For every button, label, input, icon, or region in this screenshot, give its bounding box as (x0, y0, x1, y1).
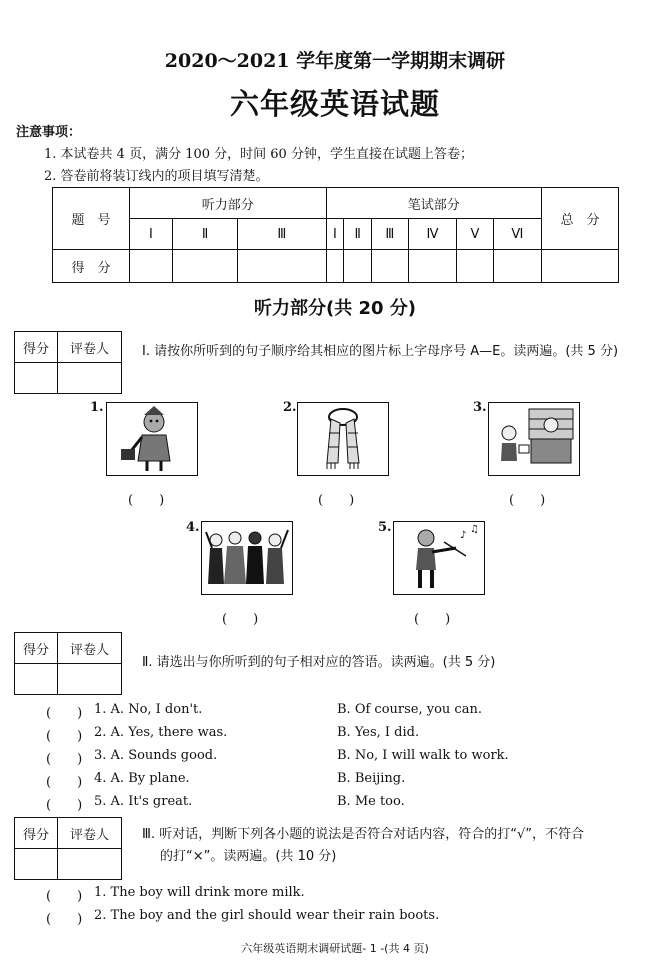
score-table (52, 187, 619, 283)
grader-reviewer-label: 评卷人 (58, 633, 122, 664)
exam-title: 六年级英语试题 (229, 87, 440, 121)
col-written-5: Ⅴ (457, 219, 494, 250)
question-option-b: B. No, I will walk to work. (337, 748, 509, 763)
statement: 2. The boy and the girl should wear their rain boots. (94, 908, 440, 923)
answer-paren[interactable]: ( ) (222, 612, 259, 627)
grader-box (14, 632, 122, 695)
answer-paren[interactable]: ( ) (509, 493, 546, 508)
score-cell[interactable] (130, 250, 173, 283)
section-1-instruction: Ⅰ. 请按你所听到的句子顺序给其相应的图片标上字母序号 A—E。读两遍。(共 5 分) (142, 344, 619, 359)
grader-reviewer-label: 评卷人 (58, 818, 122, 849)
question-option-b: B. Of course, you can. (337, 702, 482, 717)
boy-playing-violin-icon (393, 521, 485, 595)
col-listening-1: Ⅰ (130, 219, 173, 250)
header-title: 2020～2021 学年度第一学期期末调研 (164, 50, 506, 72)
col-listening-2: Ⅱ (172, 219, 238, 250)
statement: 1. The boy will drink more milk. (94, 885, 305, 900)
notice-item: 2. 答卷前将装订线内的项目填写清楚。 (44, 169, 269, 184)
score-cell[interactable] (172, 250, 238, 283)
grader-score-cell[interactable] (15, 849, 58, 880)
col-written-4: Ⅳ (408, 219, 456, 250)
grader-score-cell[interactable] (15, 363, 58, 394)
answer-blank[interactable]: ( ) (46, 706, 83, 721)
page-footer: 六年级英语期末调研试题- 1 -(共 4 页) (241, 942, 429, 955)
score-cell[interactable] (371, 250, 408, 283)
answer-blank[interactable]: ( ) (46, 752, 83, 767)
grader-reviewer-cell[interactable] (58, 664, 122, 695)
grader-reviewer-cell[interactable] (58, 849, 122, 880)
girl-with-bag-icon (106, 402, 198, 476)
answer-blank[interactable]: ( ) (46, 775, 83, 790)
grader-score-label: 得分 (15, 332, 58, 363)
question-option-b: B. Yes, I did. (337, 725, 420, 740)
score-cell[interactable] (493, 250, 541, 283)
col-written-1: Ⅰ (326, 219, 344, 250)
answer-blank[interactable]: ( ) (46, 729, 83, 744)
section-2-instruction: Ⅱ. 请选出与你所听到的句子相对应的答语。读两遍。(共 5 分) (142, 655, 496, 670)
question-option-a: 4. A. By plane. (94, 771, 190, 786)
listening-section-title: 听力部分(共 20 分) (253, 298, 417, 319)
label-question-number: 题 号 (53, 188, 130, 250)
svg-text:♫: ♫ (470, 524, 479, 535)
grader-box (14, 817, 122, 880)
score-cell[interactable] (326, 250, 344, 283)
question-option-b: B. Me too. (337, 794, 405, 809)
section-3-instruction-line-2: 的打“×”。读两遍。(共 10 分) (160, 849, 337, 864)
group-of-people-icon (201, 521, 293, 595)
answer-paren[interactable]: ( ) (414, 612, 451, 627)
notice-item: 1. 本试卷共 4 页，满分 100 分，时间 60 分钟，学生直接在试题上答卷； (44, 147, 473, 162)
score-cell[interactable] (408, 250, 456, 283)
label-score: 得 分 (53, 250, 130, 283)
question-option-a: 1. A. No, I don't. (94, 702, 203, 717)
score-cell-total[interactable] (542, 250, 619, 283)
question-option-b: B. Beijing. (337, 771, 406, 786)
label-total-score: 总 分 (542, 188, 619, 250)
answer-blank[interactable]: ( ) (46, 912, 83, 927)
question-option-a: 2. A. Yes, there was. (94, 725, 228, 740)
grader-box (14, 331, 122, 394)
col-written-2: Ⅱ (344, 219, 371, 250)
picture-number: 4. (186, 520, 200, 535)
grader-reviewer-label: 评卷人 (58, 332, 122, 363)
section-3-instruction-line-1: Ⅲ. 听对话，判断下列各小题的说法是否符合对话内容，符合的打“√”，不符合 (142, 827, 584, 842)
col-listening-3: Ⅲ (238, 219, 326, 250)
question-option-a: 5. A. It's great. (94, 794, 193, 809)
grader-score-label: 得分 (15, 818, 58, 849)
score-cell[interactable] (238, 250, 326, 283)
shop-icon (488, 402, 580, 476)
grader-score-label: 得分 (15, 633, 58, 664)
picture-number: 5. (378, 520, 392, 535)
picture-number: 2. (283, 400, 297, 415)
score-cell[interactable] (344, 250, 371, 283)
svg-text:♪: ♪ (460, 530, 467, 541)
picture-number: 1. (90, 400, 104, 415)
label-listening-part: 听力部分 (130, 188, 327, 219)
picture-number: 3. (473, 400, 487, 415)
scarf-icon (297, 402, 389, 476)
notice-heading: 注意事项： (16, 125, 82, 140)
grader-score-cell[interactable] (15, 664, 58, 695)
answer-blank[interactable]: ( ) (46, 798, 83, 813)
answer-paren[interactable]: ( ) (128, 493, 165, 508)
answer-paren[interactable]: ( ) (318, 493, 355, 508)
label-written-part: 笔试部分 (326, 188, 542, 219)
question-option-a: 3. A. Sounds good. (94, 748, 218, 763)
grader-reviewer-cell[interactable] (58, 363, 122, 394)
col-written-3: Ⅲ (371, 219, 408, 250)
answer-blank[interactable]: ( ) (46, 889, 83, 904)
col-written-6: Ⅵ (493, 219, 541, 250)
score-cell[interactable] (457, 250, 494, 283)
